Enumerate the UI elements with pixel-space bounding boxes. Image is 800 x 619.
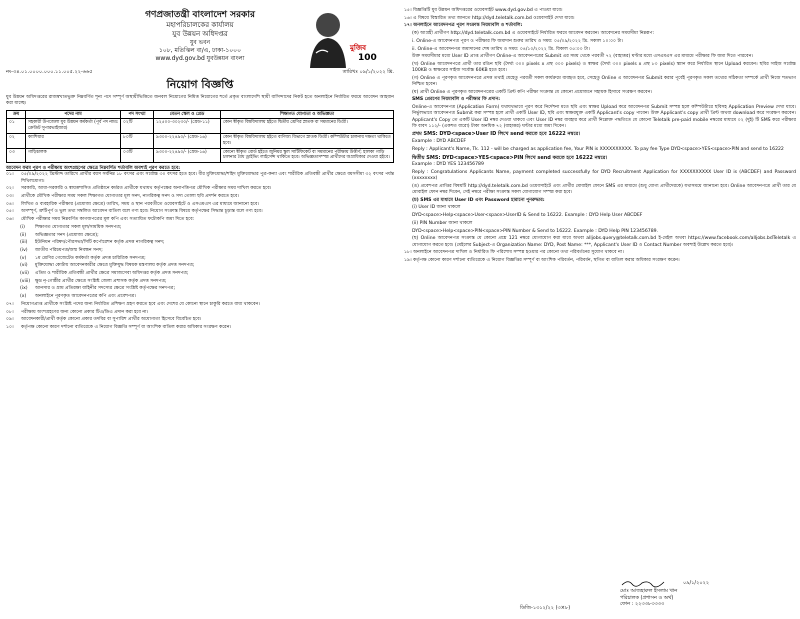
documents-list (6, 225, 394, 302)
col-scale: বেতন স্কেল ও গ্রেড (154, 110, 221, 119)
list-item (20, 271, 394, 279)
step-text: i. Online-এ আবেদনপত্র পূরণ ও পরীক্ষার ফি জমাদান শুরুর তারিখ ও সময়: ০৫/০৯/২০২২ খ্রি. সকাল ১০:০০ টা। (412, 38, 623, 44)
item-number: ০৭। (6, 301, 14, 307)
list-item (20, 294, 394, 302)
item-text: লিখিত ও ব্যবহারিক পরীক্ষার (প্রযোজ্য ক্ষেত্রে) তারিখ, সময় ও স্থান পরবর্তীতে ওয়েবসাইটে ও এসএমএস এর মাধ্যমে জানানো হবে। (21, 201, 259, 207)
no-change-note: ১৮। অনলাইনে আবেদনপত্র দাখিল ও নির্ধারিত ফি পরিশোধ সম্পন্ন হওয়ার পর কোনো তথ্য পরিবর্তনের সুযোগ থাকবে না। (404, 250, 624, 256)
signatory-designation: পরিচালক (প্রশাসন ও অর্থ) (620, 594, 674, 601)
item-text: কর্তৃপক্ষ কোনো কারণ দর্শানো ব্যতিরেকে এ নিয়োগ বিজ্ঞপ্তি সম্পূর্ণ বা আংশিক বাতিল করার অধিকার সংরক্ষণ করেন। (21, 324, 232, 330)
item-text: সরকারি, আধা-সরকারি ও স্বায়ত্তশাসিত প্রতিষ্ঠানে কর্মরত প্রার্থীকে যথাযথ কর্তৃপক্ষের অনাপত্তিপত্র মৌখিক পরীক্ষার সময় দাখিল করতে হবে। (21, 186, 272, 192)
sms1-line (412, 131, 796, 137)
item-text: মুক্তিযোদ্ধা কোটায় আবেদনকারীর ক্ষেত্রে মুক্তিযুদ্ধ বিষয়ক মন্ত্রণালয় কর্তৃক প্রদত্ত সনদপত্র; (35, 263, 195, 269)
lost-pin: (ii) PIN Number জানা থাকলে (412, 220, 473, 226)
col-qualification: শিক্ষাগত যোগ্যতা ও অভিজ্ঞতা (221, 110, 394, 119)
cell-scale: ১২৫০০-৩০২৩০/- (গ্রেড-১১) (154, 119, 221, 134)
item-number: (x) (20, 294, 27, 300)
cell-serial: ০৩ (7, 148, 26, 163)
step-text: (ক) আগ্রহী প্রার্থীগণ http://dyd.teletalk.com.bd এ ওয়েবসাইটে নির্ধারিত ফরমে আবেদন করবেন। আবেদনের সময়সীমা নিম্নরূপ: (412, 31, 655, 37)
signature-scribble (620, 578, 680, 588)
step-text: ii. Online-এ আবেদনপত্র জমাদানের শেষ তারিখ ও সময়: ০৪/১০/২০২২ খ্রি. বিকাল ০৫:০০ টা। (412, 46, 590, 52)
item-text: শিক্ষাগত যোগ্যতার সকল মূল/সাময়িক সনদপত্র; (35, 224, 122, 230)
item-number: ০৮। (6, 309, 14, 315)
item-number: ০১। (6, 172, 14, 178)
cell-scale: ৯৩০০-২২৪৯০/- (গ্রেড-১৬) (154, 134, 221, 149)
footer-code: ডিজি-১৩১২/২২ (৩×৮) (520, 605, 571, 611)
cell-serial: ০২ (7, 134, 26, 149)
sms-title: SMS প্রেরণের নিয়মাবলি ও পরীক্ষার ফি প্রদান: (412, 97, 501, 103)
sms2-label: দ্বিতীয় SMS: (412, 154, 441, 161)
item-text: এতিম ও শারীরিক প্রতিবন্ধী প্রার্থীর ক্ষেত্রে সমাজসেবা অধিদপ্তর কর্তৃক প্রদত্ত সনদপত্র; (35, 271, 189, 277)
item-number: ০৫। (6, 209, 14, 215)
item-text: ০৫/০৯/২০২২ খ্রিস্টাব্দ তারিখে প্রার্থীর বয়স সর্বনিম্ন ১৮ বৎসর এবং সর্বোচ্চ ৩০ বৎসর হতে হবে। বীর মুক্তিযোদ্ধা/শহিদ মুক্তিযোদ্ধার পুত্র-কন্যা এবং শারীরিক প্রতিবন্ধী প্রার্থীর ক্ষেত্রে বয়সসীমা ৩২ বৎসর পর্যন্ত শিথিলযোগ্য। (21, 172, 394, 184)
sms2-reply: Reply : Congratulations Applicants Name, payment completed successfully for DYD Recruitment Application for XXXXXXXXXX User ID is (ABCDEF) and Password (xxxxxxxx) (412, 169, 796, 182)
col-post: পদের নাম (26, 110, 121, 119)
item-number: ০৯। (6, 317, 14, 323)
left-column (6, 8, 394, 333)
item-number: ০৪। (6, 201, 14, 207)
list-item (6, 302, 394, 310)
sms1-label: প্রথম SMS: (412, 131, 438, 138)
sms-intro: Online-এ আবেদনপত্র (Application Form) যথাযথভাবে পূরণ করে নির্দেশনা মতে ছবি এবং স্বাক্ষর Upload করে আবেদনপত্র Submit সম্পন্ন হলে কম্পিউটারে ছবিসহ Application Preview দেখা যাবে। নির্ভুলভাবে আবেদনপত্র Submit করা সম্পন্ন হলে প্রার্থী একটি User ID, ছবি এবং স্বাক্ষরযুক্ত একটি Applicant's copy পাবেন। উক্ত Applicant's copy প্রার্থী প্রিন্ট অথবা download করে সংরক্ষণ করবেন। Applicant's Copy তে একটি User ID নম্বর দেওয়া থাকবে এবং User ID নম্বর ব্যবহার করে প্রার্থী নিম্নোক্ত পদ্ধতিতে যে কোনো Teletalk pre-paid mobile নম্বরের মাধ্যমে ০২ (দুই) টি SMS করে পরীক্ষার ফি বাবদ ১১২/- (একশত বারো) টাকা অনধিক ৭২ (বাহাত্তর) ঘণ্টার মধ্যে জমা দিবেন। (412, 105, 796, 129)
item-text: অনলাইনে পূরণকৃত আবেদনপত্রের কপি এবং প্রবেশপত্র। (35, 294, 136, 300)
sms1-example: Example : DYD ABCDEF (412, 139, 466, 145)
item-text: ক্ষুদ্র নৃ-গোষ্ঠীর প্রার্থীর ক্ষেত্রে সংশ্লিষ্ট জেলা প্রশাসক কর্তৃক প্রদত্ত সনদপত্র; (35, 278, 167, 284)
signatory-phone: ফোন : ২২৩৩৮৩৩৩৩ (620, 601, 665, 607)
list-item (6, 186, 394, 194)
item-number: (ix) (20, 286, 28, 292)
list-item (20, 263, 394, 271)
item-number: (i) (20, 224, 25, 230)
website: www.dyd.gov.bd যুবউন্নয়ন বাংলা (155, 55, 245, 62)
col-serial: ক্রম (7, 110, 26, 119)
item-number: (viii) (20, 278, 31, 284)
posts-table-header (7, 110, 394, 119)
sms2-text: DYD<space>YES<space>PIN লিখে send করতে হবে 16222 নম্বরে। (442, 154, 608, 161)
cell-count: ০২টি (121, 119, 154, 134)
list-item (20, 286, 394, 294)
item-number: (iii) (20, 240, 28, 246)
cell-post: সহকারী উপজেলা যুব উন্নয়ন কর্মকর্তা (পূর্ব পদ নামঃ ক্রেডিট সুপারভাইজার) (26, 119, 121, 134)
lost-pin-text: DYD<space>Help<space>PIN<space>PIN Number & Send to 16222. Example : DYD Help PIN 123456789. (412, 228, 659, 234)
table-row (7, 134, 394, 149)
list-item (6, 209, 394, 217)
intro-paragraph: যুব উন্নয়ন অধিদপ্তরের রাজস্বখাতভুক্ত নিম্নবর্ণিত শূন্য পদে সম্পূর্ণ অস্থায়ীভিত্তিতে জনবল নিয়োগের নিমিত্ত নিয়োগের শর্তে প্রকৃত বাংলাদেশি স্থায়ী বাসিন্দাদের নিকট হতে অনলাইনে নির্ধারিত ফরমে আবেদন আহবান করা যাচ্ছে। (6, 95, 394, 107)
admit-card-note: (ঙ) প্রবেশপত্র প্রাপ্তির বিষয়টি http://dyd.teletalk.com.bd ওয়েবসাইটে এবং প্রার্থীর মোবাইল ফোনে SMS এর মাধ্যমে (শুধু যোগ্য প্রার্থীদেরকে) যথাসময়ে জানানো হবে। Online আবেদনপত্রে প্রার্থী তার যে মোবাইল ফোন নম্বর দিবেন, সেই নম্বরে পরীক্ষা সংক্রান্ত সকল যোগাযোগ সম্পন্ন করা হবে। (412, 183, 796, 196)
table-row (7, 119, 394, 134)
address: ১০৮, মতিঝিল বা/এ, ঢাকা-১০০০ (158, 47, 241, 54)
conditions-list (6, 172, 394, 224)
cell-serial: ০১ (7, 119, 26, 134)
step-text: উক্ত সময়সীমার মধ্যে User ID প্রাপ্ত প্রার্থীগণ Online-এ আবেদনপত্রের Submit এর সময় থেকে পরবর্তী ৭২ (বাহাত্তর) ঘণ্টার মধ্যে এসএমএস এর মাধ্যমে পরীক্ষার ফি জমা দিতে পারবেন। (412, 54, 753, 60)
step-text: (গ) Online এ পূরণকৃত আবেদনপত্রে প্রদত্ত তথ্যই যেহেতু পরবর্তী সকল কার্যক্রমে ব্যবহৃত হবে, সেহেতু Online এ আবেদনপত্র Submit করার পূর্বেই পূরণকৃত সকল তথ্যের সঠিকতা সম্পর্কে প্রার্থী নিজে শতভাগ নিশ্চিত হবেন। (412, 75, 796, 88)
notice-title: নিয়োগ বিজ্ঞপ্তি (166, 78, 234, 92)
item-number: ০৬। (6, 217, 14, 223)
lost-credentials-title: (চ) SMS এর মাধ্যমে User ID এবং Password হারানো পুনরুদ্ধার: (412, 197, 545, 203)
list-item (6, 172, 394, 186)
table-row (7, 148, 394, 163)
details-note: ১৬। এ বিষয়ে বিস্তারিত তথ্য জানতে http://dyd.teletalk.com.bd ওয়েবসাইট দেখা যাবে। (404, 15, 575, 21)
item-text: পরীক্ষায় অংশগ্রহণের জন্য কোনো প্রকার টিএ/ডিএ প্রদান করা হবে না। (21, 309, 149, 315)
item-number: (ii) (20, 232, 27, 238)
item-text: অভিজ্ঞতার সনদ (প্রযোজ্য ক্ষেত্রে); (35, 232, 99, 238)
list-item (6, 217, 394, 225)
item-text: জাতীয় পরিচয়পত্র/জন্ম নিবন্ধন সনদ; (35, 247, 103, 253)
posts-table (6, 110, 394, 164)
list-item (20, 248, 394, 256)
authority-note: ১৯। কর্তৃপক্ষ কোনো কারণ দর্শানো ব্যতিরেকে এ নিয়োগ বিজ্ঞপ্তির সম্পূর্ণ বা আংশিক পরিবর্তন, পরিবর্ধন, স্থগিত বা বাতিল করার অধিকার সংরক্ষণ করেন। (404, 257, 680, 263)
online-steps (404, 31, 796, 96)
item-text: ইউনিয়ন পরিষদ/পৌরসভা/সিটি কর্পোরেশন কর্তৃক প্রদত্ত নাগরিকত্ব সনদ; (35, 240, 165, 246)
building-name: যুব ভবন (189, 39, 211, 46)
list-item (20, 225, 394, 233)
item-text: আবেদনকারী/প্রার্থী কর্তৃক কোনো প্রকার তদবির বা সুপারিশ প্রার্থীর অযোগ্যতা হিসেবে বিবেচিত হবে। (21, 317, 202, 323)
sms2-line (412, 155, 796, 161)
list-item (6, 317, 394, 325)
cell-qualification: কোন স্বীকৃত বিশ্ববিদ্যালয় হইতে বাণিজ্য বিভাগে স্নাতক ডিগ্রী। কম্পিউটার চালনায় দক্ষতা থাকিতে হবে। (221, 134, 394, 149)
item-number: (v) (20, 255, 27, 261)
list-item (6, 325, 394, 333)
sms1-reply: Reply : Applicant's Name, Tk. 112 - will be charged as application fee, Your PIN is XXXXXXXXXX. To pay fee Type DYD<space>YES<space>PIN and send to 16222 (412, 146, 784, 152)
sms1-text: DYD<space>User ID লিখে send করতে হবে 16222 নম্বরে। (439, 131, 580, 138)
online-rules-title: ১৭। অনলাইনে আবেদনপত্র পূরণ সংক্রান্ত নিয়মাবলি ও শর্তাবলি: (404, 23, 523, 29)
lost-user-id: (i) User ID জানা থাকলে (412, 205, 461, 211)
item-text: আনসার ও গ্রাম প্রতিরক্ষা বাহিনীর সদস্যের ক্ষেত্রে সংশ্লিষ্ট কর্তৃপক্ষের সনদপত্র; (35, 286, 175, 292)
cell-count: ০৩টি (121, 148, 154, 163)
cell-count: ৮০টি (121, 134, 154, 149)
item-number: ০৩। (6, 194, 14, 199)
contact-note: (ছ) Online আবেদনপত্র সংক্রান্ত যে কোনো প্রশ্নে 121 নম্বরে যোগাযোগ করা যাবে অথবা alljobs.query@teletalk.com.bd ই-মেইল অথবা https://www.facebook.com/alljobs.bdTeletalk এ যোগাযোগ করতে হবে। (মেইলের Subject-এ Organization Name: DYD, Post Name: ***, Applicant's User ID ও Contact Number অবশ্যই উল্লেখ করতে হবে)। (412, 236, 796, 248)
item-number: (iv) (20, 247, 28, 253)
item-text: ১ম শ্রেণির গেজেটেড কর্মকর্তা কর্তৃক প্রদত্ত চারিত্রিক সনদপত্র; (35, 255, 146, 261)
item-number: ০২। (6, 186, 14, 192)
logo-text-1: মুজিব (350, 44, 367, 52)
step-text: (খ) Online আবেদনপত্রে প্রার্থী তার রঙিন ছবি (দৈর্ঘ্য ৩০০ pixels x প্রস্থ ৩০০ pixels) ও স্বাক্ষর (দৈর্ঘ্য ৩০০ pixels x প্রস্থ ৮০ pixels) স্ক্যান করে নির্ধারিত স্থানে Upload করবেন। ছবির সাইজ সর্বোচ্চ 100KB ও স্বাক্ষরের সাইজ সর্বোচ্চ 60KB হতে হবে। (412, 61, 796, 74)
closing-notes (6, 302, 394, 333)
list-item (20, 240, 394, 248)
cell-qualification: কোন স্বীকৃত বিশ্ববিদ্যালয় হইতে দ্বিতীয় শ্রেণির স্নাতক বা সমমানের ডিগ্রী। (221, 119, 394, 134)
gov-title: গণপ্রজাতন্ত্রী বাংলাদেশ সরকার (145, 10, 255, 20)
item-number: (vii) (20, 271, 29, 277)
item-number: (vi) (20, 263, 28, 269)
memo-date: তারিখঃ ০৯/১/২০২২ খ্রি. (342, 69, 394, 75)
conditions-title: আবেদন ফরম পূরণ ও পরীক্ষায় অংশগ্রহণের ক্ষেত্রে নিম্নবর্ণিত শর্তাবলি অবশ্যই পূরণ করতে হবে: (6, 166, 181, 172)
item-number: ১০। (6, 324, 14, 330)
svg-text:100: 100 (358, 53, 377, 63)
cell-post: গাড়িচালক (26, 148, 121, 163)
right-column (404, 8, 796, 266)
mujib-centenary-logo (302, 8, 382, 70)
website-note: ১৫। বিজ্ঞপ্তিটি যুব উন্নয়ন অধিদপ্তরের ওয়েবসাইট www.dyd.gov.bd এ পাওয়া যাবে। (404, 8, 563, 13)
cell-qualification: কোনো স্বীকৃত বোর্ড হইতে জুনিয়র স্কুল সার্টিফিকেট বা সমমানের পরীক্ষায় উত্তীর্ণ; হালকা গাড়ি চালনার বৈধ ড্রাইভিং লাইসেন্স থাকিতে হবে। অভিজ্ঞতাসম্পন্ন প্রার্থীদের অগ্রাধিকার দেওয়া হইবে। (221, 148, 394, 163)
item-text: প্রার্থীকে মৌখিক পরীক্ষার সময় সকল শিক্ষাগত যোগ্যতার মূল সনদ, নাগরিকত্ব সনদ ও সদ্য তোলা ছবি প্রদর্শন করতে হবে। (21, 194, 239, 199)
dept-name: যুব উন্নয়ন অধিদপ্তর (172, 30, 228, 38)
item-text: অসম্পূর্ণ, ত্রুটিপূর্ণ ও ভুল তথ্য সম্বলিত আবেদন বাতিল বলে গণ্য হবে। নিয়োগ সংক্রান্ত বিষয়ে কর্তৃপক্ষের সিদ্ধান্ত চূড়ান্ত বলে গণ্য হবে। (21, 209, 263, 215)
item-text: মৌখিক পরীক্ষার সময় নিম্নবর্ণিত কাগজপত্রের মূল কপি এবং সত্যায়িত ফটোকপি জমা দিতে হবে: (21, 217, 195, 223)
list-item (6, 194, 394, 202)
cell-post: ক্যাশিয়ার (26, 134, 121, 149)
signatory-name: মোঃ আজহারুল ইসলাম খান (620, 588, 678, 594)
memo-number: নং-৩৪.০১.০০০০.০০০.১১.০০৫.২২-৬৬৫ (6, 69, 93, 75)
item-text: নিয়োগপ্রাপ্ত প্রার্থীকে সংশ্লিষ্ট পদের জন্য নির্ধারিত প্রশিক্ষণ গ্রহণ করতে হবে এবং দেশের যে কোনো স্থানে চাকুরি করতে বাধ্য থাকবেন। (21, 301, 260, 307)
col-count: পদ সংখ্যা (121, 110, 154, 119)
lost-user-id-text: DYD<space>Help<space>User<space>UserID & Send to 16222. Example : DYD Help User ABCDEF (412, 213, 643, 219)
office-name: মহাপরিচালকের কার্যালয় (166, 21, 234, 29)
signature-date: ০৯/১/২০২২ (683, 579, 710, 586)
step-text: (ঘ) প্রার্থী Online এ পূরণকৃত আবেদনপত্রের একটি প্রিন্ট কপি পরীক্ষা সংক্রান্ত যে কোনো প্রয়োজনে সহায়ক হিসাবে সংরক্ষণ করবেন। (412, 89, 652, 95)
sms2-example: Example : DYD YES 123456789 (412, 162, 484, 168)
cell-scale: ৯৩০০-২২৪৯০/- (গ্রেড-১৬) (154, 148, 221, 163)
signature-block (620, 578, 790, 608)
